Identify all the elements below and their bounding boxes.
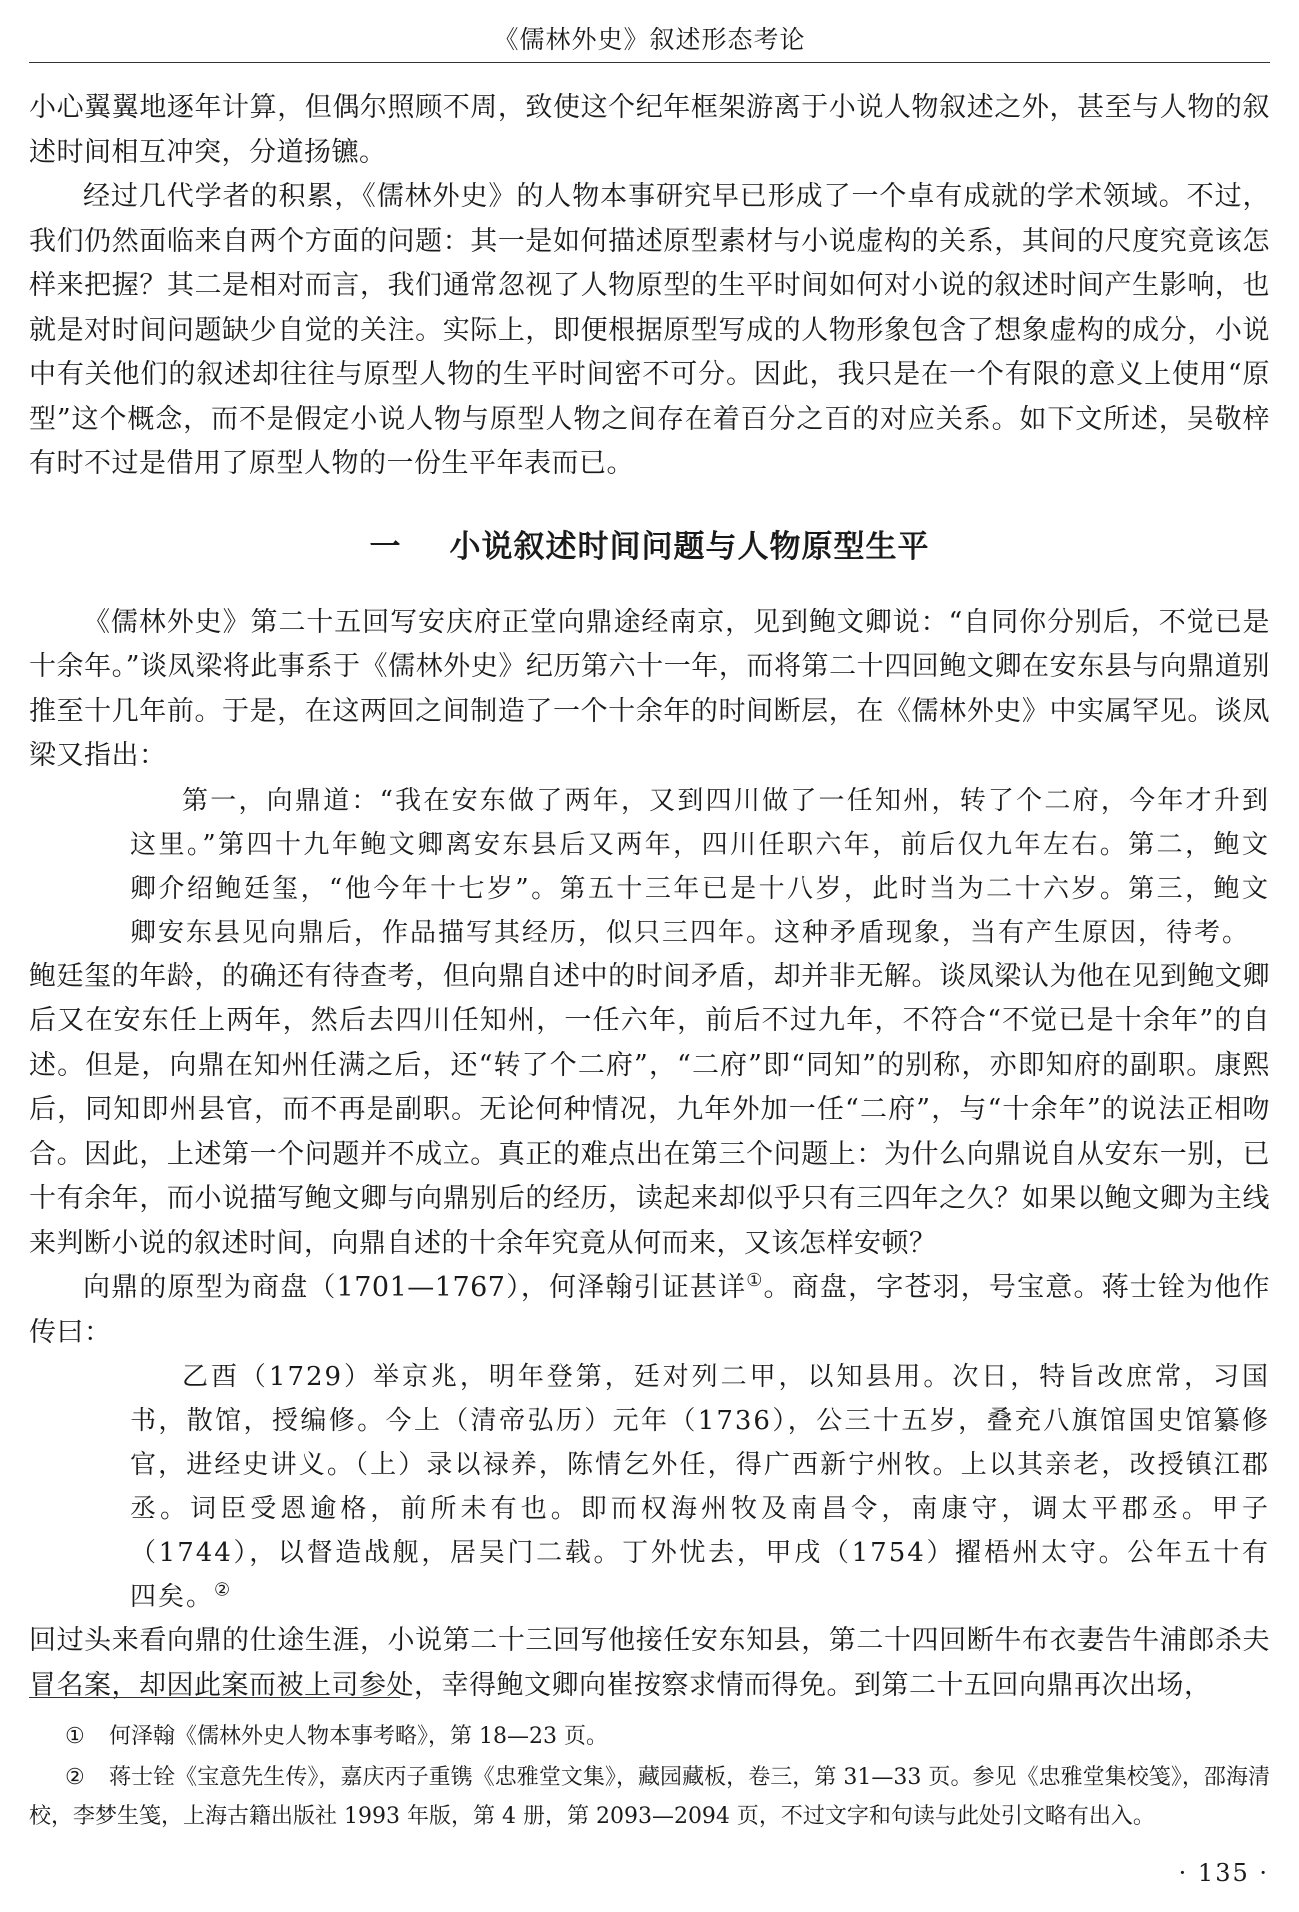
block-quote-2 bbox=[130, 1355, 1270, 1619]
footnote-text-2: 蒋士铨《宝意先生传》，嘉庆丙子重镌《忠雅堂文集》，藏园藏板，卷三，第 31—33 页。参见《忠雅堂集校笺》，邵海清校，李梦生笺，上海古籍出版社 1993 年版，第 4 册，第 2093—2094 页，不过文字和句读与此处引文略有出入。 bbox=[29, 1765, 1270, 1829]
running-head: 《儒林外史》叙述形态考论 bbox=[493, 25, 806, 54]
header-rule bbox=[29, 62, 1270, 63]
footnote-mark-1: ① bbox=[65, 1724, 85, 1749]
main-text bbox=[29, 86, 1270, 1708]
paragraph-4: 鲍廷玺的年龄，的确还有待查考，但向鼎自述中的时间矛盾，却并非无解。谈凤梁认为他在见到鲍文卿后又在安东任上两年，然后去四川任知州，一任六年，前后不过九年，不符合“不觉已是十余年”的自述。但是，向鼎在知州任满之后，还“转了个二府”，“二府”即“同知”的别称，亦即知府的副职。康熙后，同知即州县官，而不再是副职。无论何种情况，九年外加一任“二府”，与“十余年”的说法正相吻合。因此，上述第一个问题并不成立。真正的难点出在第三个问题上：为什么向鼎说自从安东一别，已十有余年，而小说描写鲍文卿与向鼎别后的经历，读起来却似乎只有三四年之久？如果以鲍文卿为主线来判断小说的叙述时间，向鼎自述的十余年究竟从何而来，又该怎样安顿？ bbox=[29, 960, 1270, 1259]
footnote-2 bbox=[29, 1758, 1270, 1836]
footnote-ref-2[interactable]: ② bbox=[214, 1579, 233, 1601]
footnote-text-1: 何泽翰《儒林外史人物本事考略》，第 18—23 页。 bbox=[109, 1724, 608, 1749]
paragraph-5 bbox=[29, 1266, 1270, 1355]
footnote-rule bbox=[29, 1697, 400, 1698]
section-heading bbox=[29, 523, 1270, 571]
page-number: · 135 · bbox=[1178, 1859, 1269, 1887]
block-quote-2-text: 乙酉（1729）举京兆，明年登第，廷对列二甲，以知县用。次日，特旨改庶常，习国书，散馆，授编修。今上（清帝弘历）元年（1736），公三十五岁，叠充八旗馆国史馆纂修官，进经史讲义。（上）录以禄养，陈情乞外任，得广西新宁州牧。上以其亲老，改授镇江郡丞。词臣受恩逾格，前所未有也。即而权海州牧及南昌令，南康守，调太平郡丞。甲子（1744），以督造战舰，居吴门二载。丁外忧去，甲戌（1754）擢梧州太守。公年五十有四矣。 bbox=[130, 1362, 1270, 1612]
footnote-ref-1[interactable]: ① bbox=[746, 1270, 764, 1291]
footnote-mark-2: ② bbox=[65, 1765, 85, 1790]
paragraph-6: 回过头来看向鼎的仕途生涯，小说第二十三回写他接任安东知县，第二十四回断牛布衣妻告牛浦郎杀夫冒名案，却因此案而被上司参处，幸得鲍文卿向崔按察求情而得免。到第二十五回向鼎再次出场， bbox=[29, 1625, 1270, 1701]
footnote-1 bbox=[29, 1717, 1270, 1756]
footnotes bbox=[29, 1717, 1270, 1838]
paragraph-5-text-a: 向鼎的原型为商盘（1701—1767），何泽翰引证甚详 bbox=[83, 1272, 747, 1303]
block-quote-1: 第一，向鼎道：“我在安东做了两年，又到四川做了一任知州，转了个二府，今年才升到这里。”第四十九年鲍文卿离安东县后又两年，四川任职六年，前后仅九年左右。第二，鲍文卿介绍鲍廷玺，“他今年十七岁”。第五十三年已是十八岁，此时当为二十六岁。第三，鲍文卿安东县见向鼎后，作品描写其经历，似只三四年。这种矛盾现象，当有产生原因，待考。 bbox=[130, 785, 1270, 948]
section-title: 小说叙述时间问题与人物原型生平 bbox=[449, 528, 930, 565]
paragraph-3: 《儒林外史》第二十五回写安庆府正堂向鼎途经南京，见到鲍文卿说：“自同你分别后，不觉已是十余年。”谈凤梁将此事系于《儒林外史》纪历第六十一年，而将第二十四回鲍文卿在安东县与向鼎道别推至十几年前。于是，在这两回之间制造了一个十余年的时间断层，在《儒林外史》中实属罕见。谈凤梁又指出： bbox=[29, 606, 1270, 771]
paragraph-5-text-b: 。商盘，字苍羽，号宝意。蒋士铨为他作传曰： bbox=[29, 1272, 1270, 1348]
paragraph-2: 经过几代学者的积累，《儒林外史》的人物本事研究早已形成了一个卓有成就的学术领域。不过，我们仍然面临来自两个方面的问题：其一是如何描述原型素材与小说虚构的关系，其间的尺度究竟该怎样来把握？其二是相对而言，我们通常忽视了人物原型的生平时间如何对小说的叙述时间产生影响，也就是对时间问题缺少自觉的关注。实际上，即便根据原型写成的人物形象包含了想象虚构的成分，小说中有关他们的叙述却往往与原型人物的生平时间密不可分。因此，我只是在一个有限的意义上使用“原型”这个概念，而不是假定小说人物与原型人物之间存在着百分之百的对应关系。如下文所述，吴敬梓有时不过是借用了原型人物的一份生平年表而已。 bbox=[29, 181, 1270, 479]
paragraph-1: 小心翼翼地逐年计算，但偶尔照顾不周，致使这个纪年框架游离于小说人物叙述之外，甚至与人物的叙述时间相互冲突，分道扬镳。 bbox=[29, 92, 1270, 168]
section-number: 一 bbox=[369, 528, 402, 565]
